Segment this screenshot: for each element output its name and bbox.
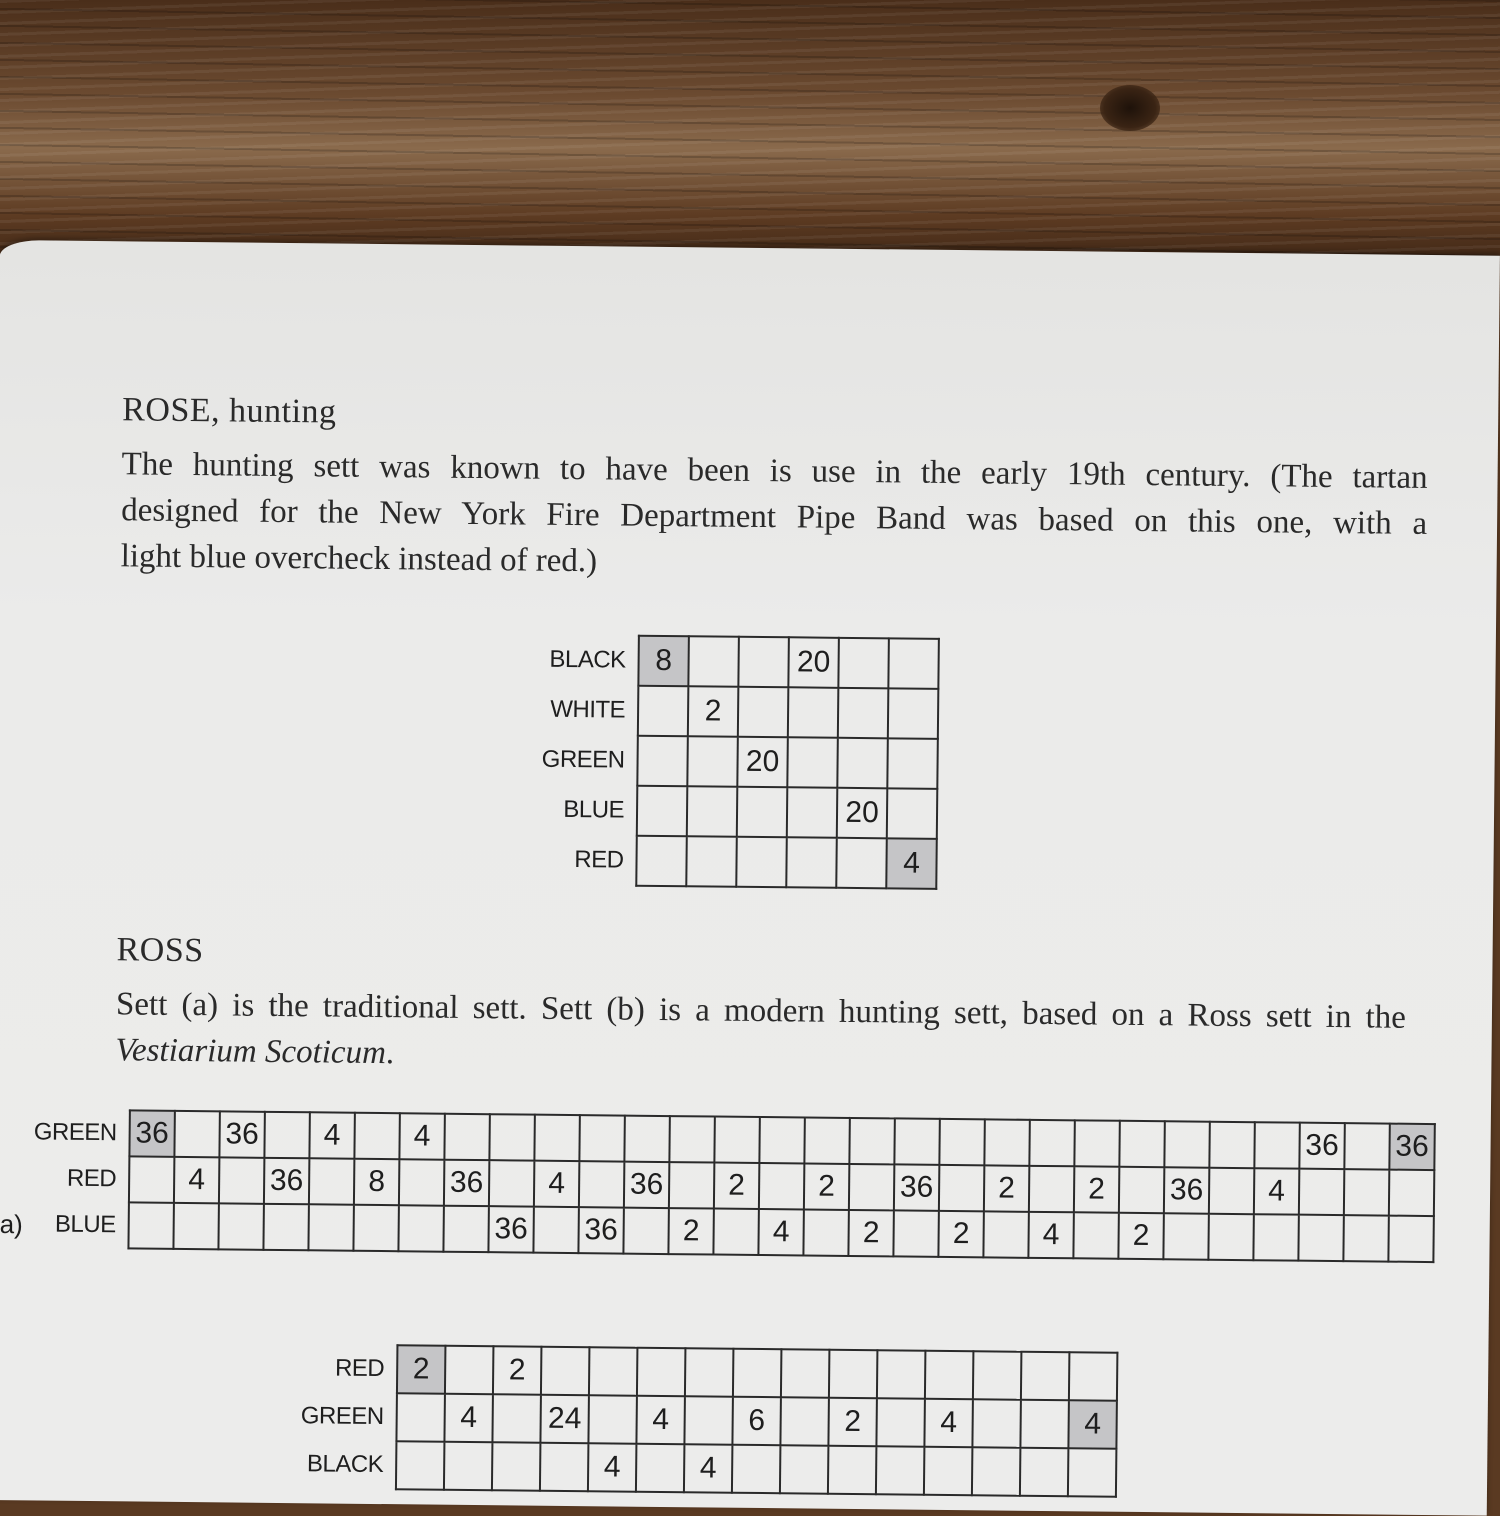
sett-cell xyxy=(887,738,938,789)
sett-cell: 20 xyxy=(737,737,788,788)
sett-row-label: WHITE xyxy=(550,695,626,724)
rose-description-line: The hunting sett was known to have been is use in the early 19th century. (The tartan xyxy=(121,446,1428,496)
sett-cell xyxy=(1029,1120,1074,1166)
wood-knot xyxy=(1100,85,1160,131)
sett-cell xyxy=(398,1205,443,1251)
sett-cell xyxy=(579,1115,624,1161)
ross-description xyxy=(115,981,1406,1087)
sett-cell xyxy=(780,1397,829,1446)
sett-cell: 4 xyxy=(924,1399,973,1448)
sett-cell xyxy=(1299,1169,1344,1215)
sett-cell xyxy=(788,687,839,738)
sett-cell xyxy=(939,1165,984,1211)
sett-cell: 2 xyxy=(804,1163,849,1209)
sett-cell xyxy=(759,1117,804,1163)
sett-cell xyxy=(489,1114,534,1160)
sett-cell xyxy=(1073,1212,1118,1258)
sett-cell xyxy=(836,838,887,889)
sett-cell xyxy=(1020,1448,1069,1497)
sett-cell: 36 xyxy=(488,1206,533,1252)
sett-cell xyxy=(492,1442,541,1491)
sett-row xyxy=(525,685,939,739)
sett-row xyxy=(525,635,939,689)
sett-cell xyxy=(733,1349,782,1398)
sett-cell: 4 xyxy=(444,1394,493,1443)
sett-cell xyxy=(129,1156,174,1202)
sett-row-label: RED xyxy=(574,846,624,874)
sett-cell: 4 xyxy=(1254,1168,1299,1214)
sett-cell: 36 xyxy=(264,1158,309,1204)
rose-sett-table xyxy=(523,634,940,890)
sett-cell xyxy=(637,1348,686,1397)
sett-row-label: BLUE xyxy=(563,795,625,824)
sett-cell xyxy=(686,836,737,887)
sett-marker xyxy=(0,1155,34,1201)
sett-cell xyxy=(737,787,788,838)
sett-cell: 2 xyxy=(848,1210,893,1256)
sett-cell xyxy=(939,1119,984,1165)
sett-cell xyxy=(688,636,739,687)
sett-cell xyxy=(803,1209,848,1255)
sett-cell: 4 xyxy=(309,1112,354,1158)
sett-cell xyxy=(1253,1214,1298,1260)
sett-cell xyxy=(738,687,789,738)
sett-cell xyxy=(396,1393,445,1442)
sett-cell xyxy=(1208,1214,1253,1260)
sett-cell: 8 xyxy=(354,1159,399,1205)
sett-cell xyxy=(445,1346,494,1395)
sett-cell: 2 xyxy=(1074,1166,1119,1212)
sett-cell xyxy=(888,638,939,689)
sett-cell xyxy=(1119,1167,1164,1213)
book-page xyxy=(0,240,1500,1516)
sett-cell xyxy=(669,1116,714,1162)
sett-cell xyxy=(877,1350,926,1399)
sett-cell xyxy=(128,1202,173,1248)
sett-cell: 2 xyxy=(688,686,739,737)
sett-cell xyxy=(828,1446,877,1495)
sett-row-label: GREEN xyxy=(33,1118,117,1147)
sett-cell xyxy=(1343,1215,1388,1261)
sett-cell: 2 xyxy=(828,1398,877,1447)
sett-cell xyxy=(1069,1352,1118,1401)
sett-cell: 2 xyxy=(397,1345,446,1394)
sett-cell xyxy=(887,788,938,839)
sett-cell xyxy=(1209,1122,1254,1168)
sett-cell xyxy=(759,1163,804,1209)
sett-cell xyxy=(1163,1213,1208,1259)
sett-cell: 8 xyxy=(638,636,689,687)
sett-cell: 4 xyxy=(684,1444,733,1493)
sett-cell xyxy=(1029,1166,1074,1212)
sett-cell xyxy=(876,1446,925,1495)
sett-cell xyxy=(1389,1170,1434,1216)
sett-cell xyxy=(894,1118,939,1164)
sett-cell xyxy=(786,837,837,888)
sett-cell xyxy=(738,637,789,688)
sett-cell xyxy=(636,836,687,887)
sett-cell xyxy=(780,1445,829,1494)
sett-cell: 4 xyxy=(886,838,937,889)
sett-cell xyxy=(685,1348,734,1397)
sett-cell xyxy=(1164,1121,1209,1167)
sett-cell xyxy=(876,1398,925,1447)
sett-cell: 4 xyxy=(174,1157,219,1203)
sett-cell: 36 xyxy=(129,1110,174,1156)
sett-cell xyxy=(263,1204,308,1250)
sett-cell xyxy=(396,1441,445,1490)
sett-cell: 2 xyxy=(1118,1213,1163,1259)
sett-cell xyxy=(1298,1215,1343,1261)
sett-cell xyxy=(787,737,838,788)
sett-cell xyxy=(1074,1120,1119,1166)
sett-cell xyxy=(638,686,689,737)
sett-row-label: GREEN xyxy=(300,1402,384,1431)
sett-cell xyxy=(787,787,838,838)
sett-cell xyxy=(1344,1123,1389,1169)
sett-cell xyxy=(972,1447,1021,1496)
sett-cell: 4 xyxy=(534,1161,579,1207)
sett-cell: 4 xyxy=(399,1113,444,1159)
sett-cell xyxy=(308,1204,353,1250)
sett-cell xyxy=(588,1395,637,1444)
sett-row-label: RED xyxy=(334,1354,385,1383)
sett-row xyxy=(287,1440,1116,1497)
sett-cell: 36 xyxy=(578,1207,623,1253)
sett-cell xyxy=(533,1207,578,1253)
sett-cell xyxy=(972,1399,1021,1448)
rose-description-line: light blue overcheck instead of red.) xyxy=(120,538,598,580)
sett-cell xyxy=(1254,1122,1299,1168)
sett-cell: 36 xyxy=(624,1162,669,1208)
sett-cell xyxy=(541,1347,590,1396)
sett-cell xyxy=(309,1158,354,1204)
sett-row xyxy=(524,735,938,789)
rose-description-line: designed for the New York Fire Department Pipe Band was based on this one, with a xyxy=(120,492,1428,542)
sett-cell xyxy=(589,1347,638,1396)
sett-cell xyxy=(849,1164,894,1210)
sett-cell xyxy=(1119,1121,1164,1167)
sett-cell xyxy=(492,1394,541,1443)
sett-cell: 4 xyxy=(758,1209,803,1255)
ross-heading: ROSS xyxy=(116,931,204,970)
sett-cell: 2 xyxy=(984,1165,1029,1211)
vestiarium-title: Vestiarium Scoticum xyxy=(115,1032,387,1072)
sett-cell xyxy=(713,1209,758,1255)
ross-description-line: Sett (a) is the traditional sett. Sett (b) is a modern hunting sett, based on a Ross sett in the xyxy=(115,986,1407,1036)
sett-cell xyxy=(829,1350,878,1399)
sett-cell xyxy=(636,1444,685,1493)
sett-row-label: RED xyxy=(66,1164,117,1193)
sett-cell xyxy=(353,1205,398,1251)
sett-cell xyxy=(687,736,738,787)
sett-cell xyxy=(924,1447,973,1496)
sett-cell: 20 xyxy=(837,788,888,839)
sett-row xyxy=(287,1392,1116,1449)
sett-cell xyxy=(443,1206,488,1252)
sett-cell xyxy=(687,786,738,837)
sett-cell xyxy=(1344,1169,1389,1215)
sett-row xyxy=(288,1344,1117,1401)
rose-description xyxy=(120,441,1427,593)
sett-cell xyxy=(736,837,787,888)
sett-cell xyxy=(489,1160,534,1206)
sett-cell xyxy=(444,1114,489,1160)
sett-marker: a) xyxy=(0,1208,23,1239)
sett-cell: 2 xyxy=(938,1211,983,1257)
sett-cell xyxy=(637,736,688,787)
sett-row-label: BLACK xyxy=(306,1450,384,1479)
sett-cell: 4 xyxy=(588,1443,637,1492)
sett-cell xyxy=(838,638,889,689)
sett-cell xyxy=(804,1117,849,1163)
sett-cell: 2 xyxy=(493,1346,542,1395)
sett-cell: 4 xyxy=(1028,1212,1073,1258)
sett-cell: 2 xyxy=(668,1208,713,1254)
sett-row-label: BLUE xyxy=(54,1210,116,1239)
sett-cell xyxy=(1209,1168,1254,1214)
sett-cell xyxy=(984,1119,1029,1165)
sett-cell: 36 xyxy=(219,1111,264,1157)
ross-sett-a-table xyxy=(0,1108,1436,1263)
sett-row xyxy=(524,785,938,839)
sett-cell xyxy=(1021,1352,1070,1401)
ross-sett-b-table xyxy=(287,1343,1118,1498)
sett-cell xyxy=(983,1211,1028,1257)
sett-cell xyxy=(838,688,889,739)
sett-cell xyxy=(173,1203,218,1249)
sett-cell: 36 xyxy=(1164,1167,1209,1213)
sett-cell xyxy=(973,1351,1022,1400)
sett-row xyxy=(523,835,937,889)
sett-cell xyxy=(579,1161,624,1207)
sett-cell xyxy=(444,1442,493,1491)
sett-cell xyxy=(849,1118,894,1164)
sett-cell xyxy=(174,1111,219,1157)
wooden-table-background xyxy=(0,0,1500,270)
sett-cell xyxy=(732,1445,781,1494)
ross-description-end: . xyxy=(385,1035,395,1072)
sett-cell xyxy=(399,1159,444,1205)
sett-cell xyxy=(781,1349,830,1398)
sett-cell xyxy=(624,1116,669,1162)
sett-cell: 4 xyxy=(636,1396,685,1445)
sett-cell: 36 xyxy=(444,1160,489,1206)
sett-cell xyxy=(219,1157,264,1203)
sett-cell: 36 xyxy=(894,1164,939,1210)
sett-cell: 24 xyxy=(540,1395,589,1444)
sett-row-label: GREEN xyxy=(541,745,625,774)
sett-cell: 4 xyxy=(1068,1400,1117,1449)
sett-cell: 36 xyxy=(1389,1124,1434,1170)
sett-cell: 2 xyxy=(714,1163,759,1209)
sett-cell xyxy=(888,688,939,739)
sett-cell xyxy=(534,1115,579,1161)
sett-cell: 20 xyxy=(788,637,839,688)
sett-cell xyxy=(264,1112,309,1158)
sett-cell xyxy=(714,1117,759,1163)
sett-cell xyxy=(540,1443,589,1492)
sett-marker xyxy=(0,1109,34,1155)
sett-cell xyxy=(1020,1400,1069,1449)
sett-cell: 6 xyxy=(732,1397,781,1446)
sett-cell xyxy=(925,1351,974,1400)
sett-cell xyxy=(637,786,688,837)
sett-cell xyxy=(837,738,888,789)
sett-cell xyxy=(684,1396,733,1445)
sett-cell xyxy=(623,1208,668,1254)
sett-cell xyxy=(1068,1448,1117,1497)
sett-cell xyxy=(669,1162,714,1208)
rose-heading: ROSE, hunting xyxy=(122,391,337,431)
sett-cell xyxy=(893,1210,938,1256)
sett-cell: 36 xyxy=(1299,1123,1344,1169)
sett-cell xyxy=(1388,1216,1433,1262)
sett-cell xyxy=(218,1203,263,1249)
sett-row-label: BLACK xyxy=(549,645,626,674)
sett-cell xyxy=(354,1113,399,1159)
